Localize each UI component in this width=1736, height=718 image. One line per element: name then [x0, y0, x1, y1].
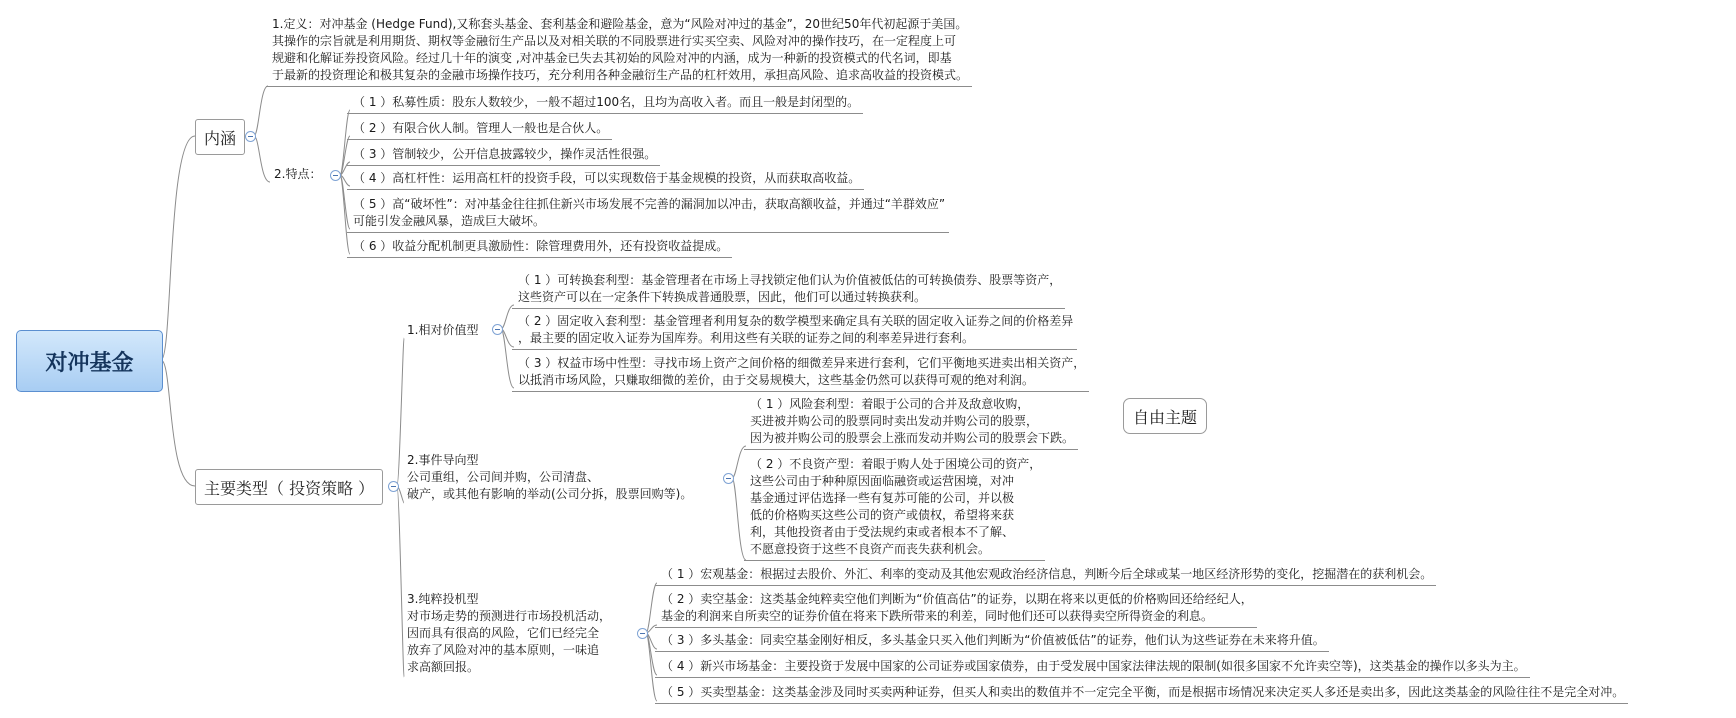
- topic-pure-speculation[interactable]: 3.纯粹投机型 对市场走势的预测进行市场投机活动， 因而具有很高的风险，它们已经完全 放弃了风险对冲的基本原则，一味追 求高额回报。: [407, 592, 612, 674]
- link-event-1: [732, 446, 746, 478]
- speculation-item-5[interactable]: （ 5 ）买卖型基金：这类基金涉及同时买卖两种证券，但买人和卖出的数值并不一定完全平衡，而是根据市场情况来决定买人多还是卖出多，因此这类基金的风险往往不是完全对冲。: [661, 685, 1625, 699]
- link-feature-6: [340, 175, 350, 254]
- collapse-relative-value-icon[interactable]: [492, 324, 503, 335]
- relative-value-item-3[interactable]: （ 3 ）权益市场中性型：寻找市场上资产之间价格的细微差异来进行套利，它们平衡地买进卖出相关资产， 以抵消市场风险，只赚取细微的差价，由于交易规模大，这些基金仍然可以获得可观的绝对利润。: [518, 356, 1086, 387]
- event-driven-item-2[interactable]: （ 2 ）不良资产型：着眼于购人处于困境公司的资产， 这些公司由于种种原因面临融资或运营困境，对冲 基金通过评估选择一些有复苏可能的公司，并以极 低的价格购买这些公司的资产或债权，希望将来获 利，其他投资者由于受法规约束或者根本不了解、 不愿意投资于这些不良资产而丧失获利机会。: [750, 457, 1042, 556]
- collapse-connotation-icon[interactable]: [245, 131, 256, 142]
- topic-features[interactable]: 2.特点：: [274, 167, 322, 181]
- collapse-features-icon[interactable]: [330, 170, 341, 181]
- feature-item-6[interactable]: （ 6 ）收益分配机制更具激励性：除管理费用外，还有投资收益提成。: [353, 239, 729, 253]
- collapse-types-icon[interactable]: [388, 481, 399, 492]
- floating-topic[interactable]: 自由主题: [1123, 398, 1207, 434]
- link-root-types: [161, 360, 195, 486]
- link-connotation-definition: [254, 86, 268, 136]
- speculation-item-2[interactable]: （ 2 ）卖空基金：这类基金纯粹卖空他们判断为“价值高估”的证券，以期在将来以更低的价格购回还给经纪人， 基金的利润来自所卖空的证券价值在将来下跌所带来的利差，同时他们还可以获得卖空所得资金的利息。: [661, 592, 1253, 623]
- root-topic[interactable]: 对冲基金: [16, 330, 163, 392]
- feature-item-4[interactable]: （ 4 ）高杠杆性：运用高杠杆的投资手段，可以实现数倍于基金规模的投资，从而获取高收益。: [353, 171, 861, 185]
- collapse-pure-speculation-icon[interactable]: [637, 628, 648, 639]
- relative-value-item-2[interactable]: （ 2 ）固定收入套利型：基金管理者利用复杂的数学模型来确定具有关联的固定收入证券之间的价格差异 ，最主要的固定收入证券为国库券。利用这些有关联的证券之间的利率差异进行套利。: [518, 314, 1074, 345]
- link-types-relative: [397, 338, 404, 486]
- collapse-event-driven-icon[interactable]: [723, 473, 734, 484]
- feature-item-2[interactable]: （ 2 ）有限合伙人制。管理人一般也是合伙人。: [353, 121, 609, 135]
- event-driven-item-1[interactable]: （ 1 ）风险套利型：着眼于公司的合并及敌意收购， 买进被并购公司的股票同时卖出发动并购公司的股票， 因为被并购公司的股票会上涨而发动并购公司的股票会下跌。: [750, 397, 1075, 445]
- link-speculation-5: [646, 633, 657, 701]
- topic-relative-value[interactable]: 1.相对价值型: [407, 323, 479, 337]
- main-topic-types[interactable]: 主要类型（ 投资策略 ）: [195, 469, 383, 505]
- link-root-connotation: [161, 136, 195, 360]
- topic-event-driven[interactable]: 2.事件导向型 公司重组，公司间并购，公司清盘、 破产，或其他有影响的举动(公司分拆，股票回购等)。: [407, 453, 693, 501]
- speculation-item-1[interactable]: （ 1 ）宏观基金：根据过去股价、外汇、利率的变动及其他宏观政治经济信息，判断今后全球或某一地区经济形势的变化，挖掘潜在的获利机会。: [661, 567, 1433, 581]
- link-event-2: [732, 478, 746, 560]
- link-types-speculation: [397, 486, 404, 677]
- link-connotation-features: [254, 136, 270, 182]
- feature-item-3[interactable]: （ 3 ）管制较少，公开信息披露较少，操作灵活性很强。: [353, 147, 657, 161]
- feature-item-1[interactable]: （ 1 ）私募性质：股东人数较少，一般不超过100名，且均为高收入者。而且一般是封闭型的。: [353, 95, 860, 109]
- speculation-item-4[interactable]: （ 4 ）新兴市场基金：主要投资于发展中国家的公司证券或国家债券，由于受发展中国家法律法规的限制(如很多国家不允许卖空等)，这类基金的操作以多头为主。: [661, 659, 1526, 673]
- topic-definition[interactable]: 1.定义：对冲基金 (Hedge Fund),又称套头基金、套利基金和避险基金，意为“风险对冲过的基金”，20世纪50年代初起源于美国。 其操作的宗旨就是利用期货、期权等金融衍生产品以及对相关联的不同股票进行实买空卖、风险对冲的操作技巧，在一定程度上可 规避和化解证券投资风险。经过几十年的演变 ,对冲基金已失去其初始的风险对冲的内涵，成为一种新的投资模式的代名词，即基 于最新的投资理论和极其复杂的金融市场操作技巧，充分利用各种金融衍生产品的杠杆效用，承担高风险、追求高收益的投资模式。: [272, 17, 969, 82]
- speculation-item-3[interactable]: （ 3 ）多头基金：同卖空基金刚好相反，多头基金只买入他们判断为“价值被低估”的证券，他们认为这些证券在未来将升值。: [661, 633, 1325, 647]
- relative-value-item-1[interactable]: （ 1 ）可转换套利型：基金管理者在市场上寻找锁定他们认为价值被低估的可转换债券、股票等资产， 这些资产可以在一定条件下转换成普通股票，因此，他们可以通过转换获利。: [518, 273, 1062, 304]
- link-relative-3: [501, 329, 514, 388]
- main-topic-connotation[interactable]: 内涵: [195, 119, 245, 155]
- feature-item-5[interactable]: （ 5 ）高“破坏性”：对冲基金往往抓住新兴市场发展不完善的漏洞加以冲击，获取高额收益，并通过“羊群效应” 可能引发金融风暴，造成巨大破坏。: [353, 197, 946, 228]
